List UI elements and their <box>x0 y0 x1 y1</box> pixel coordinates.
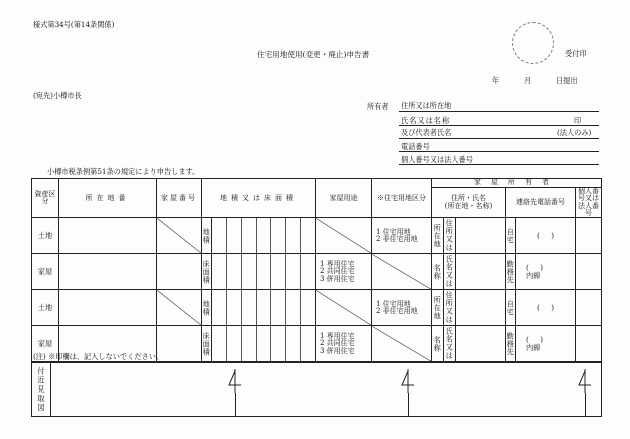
property-table <box>31 178 602 362</box>
phone-cell[interactable]: ( ) 内線 <box>516 326 576 362</box>
use-disabled <box>316 290 372 326</box>
area-label-floor: 床面積 <box>202 326 212 362</box>
owner-address-cell[interactable] <box>456 290 506 326</box>
id-number-cell[interactable] <box>576 326 602 362</box>
house-owner-header: 家屋所有者 <box>432 179 602 188</box>
footnote: (注) ※印欄は、記入しないでください。 <box>33 352 164 361</box>
form-title: 住宅用地使用(変更・廃止)申告書 <box>257 50 370 59</box>
name-label: 名称 <box>432 254 444 290</box>
address-label: 所在地 <box>432 290 444 326</box>
asset-class-land: 土地 <box>32 218 59 254</box>
year-label: 年 <box>492 76 500 85</box>
owner-name-cell[interactable] <box>456 254 506 290</box>
area-value-cell[interactable] <box>212 254 316 290</box>
table-row <box>32 254 602 290</box>
location-cell[interactable] <box>59 254 157 290</box>
table-row <box>32 218 602 254</box>
owner-name-label: 氏名又は名称 <box>401 116 451 125</box>
id-number-cell[interactable] <box>576 290 602 326</box>
representative-label: 及び代表者氏名 <box>401 128 452 137</box>
id-number-cell[interactable] <box>576 254 602 290</box>
location-cell[interactable] <box>59 290 157 326</box>
addressee: (宛先)小樽市長 <box>33 91 82 100</box>
id-number-line[interactable] <box>399 164 599 165</box>
location-header: 所在地番 <box>59 179 157 218</box>
zone-options[interactable]: 1 住宅用地 2 非住宅用地 <box>372 218 432 254</box>
use-options[interactable]: 1 専用住宅 2 共同住宅 3 併用住宅 <box>316 326 372 362</box>
area-label-land: 地積 <box>202 290 212 326</box>
use-options[interactable]: 1 専用住宅 2 共同住宅 3 併用住宅 <box>316 254 372 290</box>
name-label-2: 氏名又は <box>445 255 455 289</box>
name-label-2: 氏名又は <box>445 327 455 361</box>
table-row <box>32 290 602 326</box>
stamp-label: 受付印 <box>565 49 587 58</box>
north-arrow-icon <box>227 369 243 393</box>
owner-label: 所有者 <box>367 102 389 111</box>
zone-header: ※住宅用地区分 <box>372 179 432 218</box>
zone-options[interactable]: 1 住宅用地 2 非住宅用地 <box>372 290 432 326</box>
id-number-label: 個人番号又は法人番号 <box>401 155 473 164</box>
use-disabled <box>316 218 372 254</box>
phone-line[interactable] <box>399 151 599 152</box>
owner-address-cell[interactable] <box>456 218 506 254</box>
phone-label: 電話番号 <box>401 142 430 151</box>
area-value-cell[interactable] <box>212 290 316 326</box>
phone-cell[interactable]: ( ) <box>516 218 576 254</box>
home-label: 自宅 <box>506 290 516 326</box>
north-arrow-icon <box>577 369 593 393</box>
vicinity-map-box[interactable] <box>31 362 602 417</box>
address-label-2: 住所又は <box>445 219 455 253</box>
zone-disabled <box>372 254 432 290</box>
form-number: 様式第34号(第14条関係) <box>33 20 115 29</box>
corp-only-note: (法人のみ) <box>557 128 592 137</box>
id-number-header: 個人番号又は法人番号 <box>576 188 602 218</box>
home-label: 自宅 <box>506 218 516 254</box>
id-number-cell[interactable] <box>576 218 602 254</box>
submit-date-label: 日提出 <box>556 76 578 85</box>
area-value-cell[interactable] <box>212 326 316 362</box>
owner-name-cell[interactable] <box>456 326 506 362</box>
phone-cell[interactable]: ( ) <box>516 290 576 326</box>
owner-address-header: 住所・氏名 (所在地・名称) <box>432 188 506 218</box>
asset-class-house: 家屋 <box>32 326 59 362</box>
work-label: 勤務先 <box>506 254 516 290</box>
month-label: 月 <box>524 76 532 85</box>
house-number-cell[interactable] <box>157 326 202 362</box>
vicinity-map-label: 付近見取図 <box>37 366 46 413</box>
zone-disabled <box>372 326 432 362</box>
owner-address-label: 住所又は所在地 <box>401 101 452 110</box>
house-number-disabled <box>157 290 202 326</box>
area-header: 地積又は床面積 <box>202 179 316 218</box>
work-label: 勤務先 <box>506 326 516 362</box>
owner-name-line[interactable] <box>399 125 599 126</box>
receipt-stamp-circle <box>512 22 554 64</box>
house-number-header: 家屋番号 <box>157 179 202 218</box>
house-number-disabled <box>157 218 202 254</box>
phone-header: 連絡先電話番号 <box>506 188 576 218</box>
owner-address-line[interactable] <box>399 111 599 112</box>
seal-mark: 印 <box>574 116 582 125</box>
address-label: 所在地 <box>432 218 444 254</box>
name-label: 名称 <box>432 326 444 362</box>
phone-cell[interactable]: ( ) 内線 <box>516 254 576 290</box>
north-arrow-icon <box>400 369 416 393</box>
declaration-text: 小樽市税条例第51条の規定により申告します。 <box>47 167 200 176</box>
asset-class-house: 家屋 <box>32 254 59 290</box>
area-value-cell[interactable] <box>212 218 316 254</box>
location-cell[interactable] <box>59 218 157 254</box>
asset-class-header: 資産区分 <box>32 179 59 218</box>
house-number-cell[interactable] <box>157 254 202 290</box>
area-label-floor: 床面積 <box>202 254 212 290</box>
use-header: 家屋用途 <box>316 179 372 218</box>
representative-line[interactable] <box>399 138 599 139</box>
address-label-2: 住所又は <box>445 291 455 325</box>
asset-class-land: 土地 <box>32 290 59 326</box>
area-label-land: 地積 <box>202 218 212 254</box>
